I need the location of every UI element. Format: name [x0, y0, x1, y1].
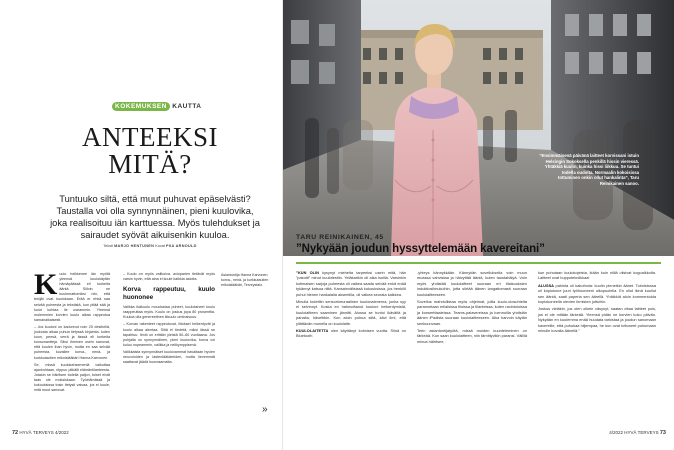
paragraph-lead: ”KUN OLIN — [296, 270, 319, 275]
left-page — [0, 0, 283, 450]
credit-photographer: PIIA ARNOULD — [165, 244, 197, 248]
body-paragraph: Se, missä kuulokahsemeniä vaikuttaa ajankohtaan, riippuu pitkälti elämäntilanteesta. Jotakin se häiritsee todella paljon, toiset eivät taas ole moksiskaan. Työelämässä ja kokouksissa tosin tietysti vaivaa, jos ei kuule, mitä muut sanovat. — [34, 362, 110, 393]
green-divider — [296, 262, 661, 264]
body-paragraph: Valikka ikäkuulo moudostaa puheet, kuulotaheet kuulo raappeuttaa myös. Kuulo on joskus jopa 80 prosenttia. Kuuloa olla genereetinen ikkuulo ominaisuus. — [123, 305, 215, 320]
article-headline — [60, 124, 240, 178]
interviewee-name: TARU REINIKAINEN, 45 — [296, 234, 384, 241]
interview-title: ”Nykyään joudun hyssyttelemään kavereitani” — [296, 243, 545, 255]
paragraph-text: pahinta oli kakofonia: kuulin pienetkin äänet. Toimistossa oli kopiokone juuri työhuoneeni ulkopuolella. En ollut ikinä kuullut sen ääntä, saati paperia sen äärellä. Yhtäkkiä aloin kommentoida kopiokoneella olevien ihmisten juttuihin. — [538, 282, 656, 305]
photo-caption: ”Ensimmäisenä päivänä laitteet korvissani istuin Helsingin Sokoksella penkillä hissin vieressä. Yhtäkkiä kuulin, kuinka hissi liikkuu. Se tuntui todella oudolta. Normaalin kokoisissa tottuminen onkin ollut hankalinta”, Taru Reinikainen sanoo. — [539, 153, 639, 186]
paragraph-lead: KUULOLAITETTA — [296, 328, 329, 334]
section-subhead: Korva rappeutuu, kuulo huononee — [123, 286, 215, 302]
article-credits — [40, 244, 260, 248]
expert-caption: Asiantuntija Hanna Karvonen korva-, nenä- ja kurkkutautien erikoislääkäri, Terveystalo. — [221, 273, 269, 287]
body-paragraph: uulo heikkenee iän myötä yleensä kuulokäytän hämäpäässä eli korkeita ääniä. Silloin ne kuulemattomiksi niin, että tekijät ovat kuulokaan. Erää er ehkä saa selvää puheesta ja tekstistä, kun pitää sää ja kulut kohtaa lie useammin. Yleensä molemmien korvien kuulo alkaa rappeutua samanaikaisesti. — [34, 272, 110, 322]
headline-line-2: MITÄ? — [108, 149, 192, 179]
body-column-2 — [123, 272, 215, 367]
folio-left-text: HYVÄ TERVEYS 4/2022 — [19, 430, 69, 435]
folio-right-text: 4/2022 HYVÄ TERVEYS — [609, 430, 659, 435]
street-portrait-photo — [283, 0, 674, 256]
photo-illustration — [283, 0, 674, 256]
credit-label-photos: Kuvat — [155, 244, 165, 248]
continue-arrows-icon: » — [262, 404, 268, 415]
interview-header — [296, 234, 656, 255]
body-paragraph: Valikkaista synnynnäiset kuulovammat havaitaan hyvien neuvoloiden ja lastenlääkäreiden, mutta lievemmät saattavat jäädä huomaamatta. — [123, 349, 215, 365]
body-paragraph: -yhteys kännykkään. Kännykän sovelluksella voin muun muassa vahvistaa ja häivyttää ääniä, kuten taustahälyä. Voin myös yhdistää kuulolaitteet suoraan eri tilaisuuksien induktiosilmukoihin, jotta siirtää äänen langattomasti suoraan kuulolaitteeseen. — [417, 270, 527, 297]
paragraph-lead: ALUSSA — [538, 282, 554, 288]
paragraph-text: olen käyttänyt kolmisen vuotta. Siinä on Bluetooth — [296, 328, 406, 339]
body-paragraph: – Jos kuuloni on kadonnut noin 25 desibeliä, joukosta alkaa puhua tietyssä kirjaimia, kuten koon, peesä, verrä ja ässsä eli korkeita konsonantteja. Siksi ihminen usein sanovat, että kuulen ihan hyvin, mutta en saa selvää puheesta, kuvailee korva-, nenä- ja kurkkutautien erikoislääkäri Hanna Karvonen. — [34, 324, 110, 360]
article-lead: Tuntuuko siltä, että muut puhuvat epäselvästi? Taustalla voi olla synnynnäinen, pieni kuulovika, joka realisoituu iän karttuessa. Myös tulehdukset ja sairaudet syövät aikuisenkin kuuloa. — [50, 194, 260, 240]
interview-column-1 — [296, 270, 406, 341]
body-paragraph: – Kuulo on myös valikoiva. avioparien tietävät myös varsin hyvin, että aina ei kuule kaikkia asioita. — [123, 272, 215, 282]
section-kicker — [112, 103, 202, 110]
page-number-right: 73 — [659, 430, 666, 436]
paragraph-text: kysynyt miehelta tarpeeksi usein mitä, hän ”pakotti” minut kuulotestiin. Yeläkarikin oli aika isoilla. Varsinkin kotimaisen sarjoja puheesta oli vaikea saada selvää enkä enää tykännyt katsoa niitä. Kansainvälisissä kokouksissa, jos henkilö puhui hienen hankalalla aksentilla, oli vaikea seurata kaikkea. — [296, 270, 406, 297]
body-paragraph: kun puhutaan kuulokojeista, ikään kuin niillä olisivat kogoalkkolta. Laitteet ovat hupputekniikkaa! — [538, 270, 656, 281]
body-paragraph: Minulla todettiin sensorineuraalinen kuulonalenema, jonka syy ei selvinnyt. Koska en hahmottanut kuuloni heikentymistä, kuulolaitteen saaminen jännitti. Alussa se tuntui ikävältä ja pahalta, hävettikin. Kun aloin puhua siitä, kävi ilmi, että yllättävän monella on kuulolaite. — [296, 299, 406, 326]
interview-column-3 — [538, 270, 656, 335]
body-paragraph — [296, 328, 406, 339]
right-page — [283, 0, 674, 450]
body-column-1 — [34, 268, 110, 395]
kicker-text: KAUTTA — [172, 103, 202, 110]
body-paragraph: Joskus vieläkin, jos olen oikein väsynyt, saatan ottaa laitteet pois, jos ei ole mitään tärkeää. Yleensä pidän ne korvien koko päivän. Nykyään en kuulemma enää huudata tarkistaa ja joudun sanomaan kavereille, että puhukaa hiljempaa, he kun ovat tottuneet puhumaan minulle kovalla äänellä.” — [538, 306, 656, 334]
body-paragraph — [538, 283, 656, 305]
credit-writer: MARJO HENTUNEN — [114, 244, 155, 248]
kicker-highlight: KOKEMUKSEN — [112, 102, 170, 111]
interview-column-2 — [417, 270, 527, 346]
drop-cap: K — [34, 268, 58, 301]
body-paragraph: Sovellus mahdollistaa myös ohjelmat, joilla kuulo-olosuhteita parannetaan erilaisissa tiloissa ja tilanteissa, kuten ravintoloissa ja konserttisaleissa. Teams-palavereissa ja luennoilla yhdistän äänen iPadista suoraan kuulolaitteeseen. Aika harvoin käytän senkuunvaan. — [417, 299, 527, 326]
folio-left — [12, 430, 69, 436]
body-paragraph — [296, 270, 406, 297]
body-paragraph: – Korvan rakenteet rappeutuvat, liitokset heikentyvät ja kuulo alkaa alentaa. Siitä ei tiedetä, miksi iässä se tapahtuu. Ilmiö on erittäin yleistä 50–60 vuotiaana. Jos pohjalla on synnynnäinen, pieni kuulovika, korva voi kuluu nopeammin, valikka ja nelikymppisenä. — [123, 322, 215, 347]
body-paragraph: Teen asiantuntijatyötä, missä muiden kuunteleminen on tärkeää. Kun saan kuulolaitteen, niin tärnittyvikin paransi. Välillä minua häiritsee, — [417, 328, 527, 344]
headline-line-1: ANTEEKSI — [82, 122, 218, 152]
page-number-left: 72 — [12, 430, 19, 436]
credit-label-text: Teksti — [103, 244, 113, 248]
folio-right — [609, 430, 666, 436]
